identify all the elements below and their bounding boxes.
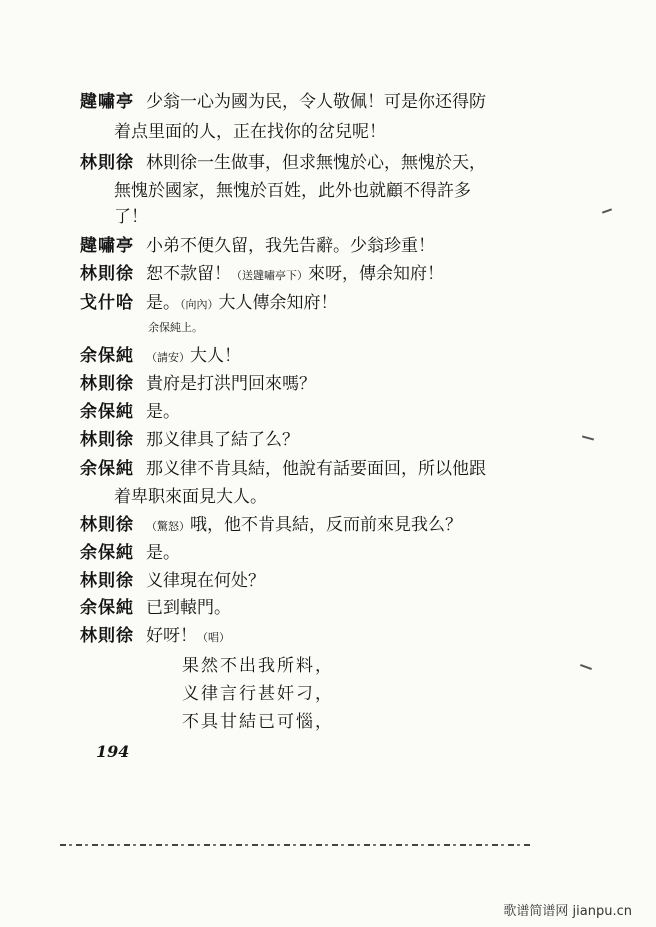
dialogue-text: 無愧於國家，無愧於百姓，此外也就顧不得許多 (114, 181, 471, 201)
speaker-name: 余保純 (80, 402, 134, 422)
speaker-name: 林則徐 (80, 264, 134, 284)
stage-direction: （送韙嘯亭下） (231, 269, 308, 282)
dialogue-line (80, 543, 180, 563)
dialogue-line (80, 374, 316, 394)
verse-text: 义律言行甚奸刁， (182, 684, 334, 704)
dialogue-continuation (114, 487, 267, 507)
verse-line (182, 684, 334, 704)
watermark: 歌谱简谱网 jianpu.cn (503, 904, 632, 919)
dialogue-text: 小弟不便久留，我先告辭。少翁珍重！ (146, 236, 435, 256)
speaker-name: 余保純 (80, 459, 134, 479)
dialogue-line (80, 430, 299, 450)
stage-direction-line (148, 318, 203, 338)
dialogue-text: 好呀！ (146, 626, 197, 646)
dialogue-text: 那义律具了結了么？ (146, 430, 299, 450)
dialogue-text: 來呀，傳余知府！ (308, 264, 444, 284)
scan-mark (582, 435, 594, 440)
dialogue-text: 是。 (146, 293, 180, 313)
speaker-name: 林則徐 (80, 430, 134, 450)
dialogue-text: 大人！ (190, 346, 241, 366)
verse-line (182, 712, 334, 732)
speaker-name: 余保純 (80, 543, 134, 563)
scan-mark (580, 664, 592, 670)
dialogue-line (80, 236, 435, 256)
dialogue-continuation (114, 181, 471, 201)
dialogue-line (80, 459, 486, 479)
scan-mark (602, 208, 612, 213)
dialogue-text: 哦，他不肯具結，反而前來見我么？ (190, 515, 462, 535)
dialogue-text: 那义律不肯具結，他說有話要面回，所以他跟 (146, 459, 486, 479)
dialogue-text: 是。 (146, 543, 180, 563)
dialogue-text: 貴府是打洪門回來嗎？ (146, 374, 316, 394)
dialogue-line (80, 571, 265, 591)
speaker-name: 韙嘯亭 (80, 236, 134, 256)
dialogue-text: 了！ (114, 207, 148, 227)
verse-text: 不具甘結已可惱， (182, 712, 334, 732)
dialogue-line (80, 515, 462, 537)
dialogue-line (80, 153, 486, 173)
speaker-name: 林則徐 (80, 153, 134, 173)
verse-text: 果然不出我所料， (182, 656, 334, 676)
dialogue-continuation (114, 122, 386, 142)
dialogue-line (80, 402, 180, 422)
dialogue-line (80, 598, 231, 618)
dialogue-line (80, 346, 241, 368)
speaker-name: 林則徐 (80, 374, 134, 394)
speaker-name: 余保純 (80, 346, 134, 366)
dialogue-text: 已到轅門。 (146, 598, 231, 618)
speaker-name: 韙嘯亭 (80, 92, 134, 112)
dialogue-continuation (114, 207, 148, 227)
dialogue-text: 少翁一心为國为民，令人敬佩！可是你还得防 (146, 92, 486, 112)
verse-line (182, 656, 334, 676)
speaker-name: 余保純 (80, 598, 134, 618)
dialogue-text: 着卑职來面見大人。 (114, 487, 267, 507)
dialogue-text: 着点里面的人，正在找你的岔兒呢！ (114, 122, 386, 142)
page-number: 194 (96, 742, 130, 761)
bottom-rule (60, 844, 530, 846)
dialogue-text: 大人傳余知府！ (218, 293, 338, 313)
speaker-name: 林則徐 (80, 515, 134, 535)
speaker-name: 林則徐 (80, 571, 134, 591)
speaker-name: 林則徐 (80, 626, 134, 646)
dialogue-line (80, 92, 486, 112)
dialogue-text: 恕不款留！ (146, 264, 231, 284)
stage-direction: （向內） (180, 298, 219, 311)
stage-direction: （唱） (197, 631, 230, 644)
dialogue-text: 义律現在何处？ (146, 571, 265, 591)
dialogue-line (80, 293, 338, 315)
dialogue-line (80, 264, 444, 286)
dialogue-line (80, 626, 230, 648)
stage-direction: 余保純上。 (148, 321, 203, 334)
stage-direction: （請安） (146, 351, 190, 364)
stage-direction: （驚怒） (146, 520, 190, 533)
speaker-name: 戈什哈 (80, 293, 134, 313)
dialogue-text: 林則徐一生做事，但求無愧於心，無愧於天， (146, 153, 486, 173)
dialogue-text: 是。 (146, 402, 180, 422)
